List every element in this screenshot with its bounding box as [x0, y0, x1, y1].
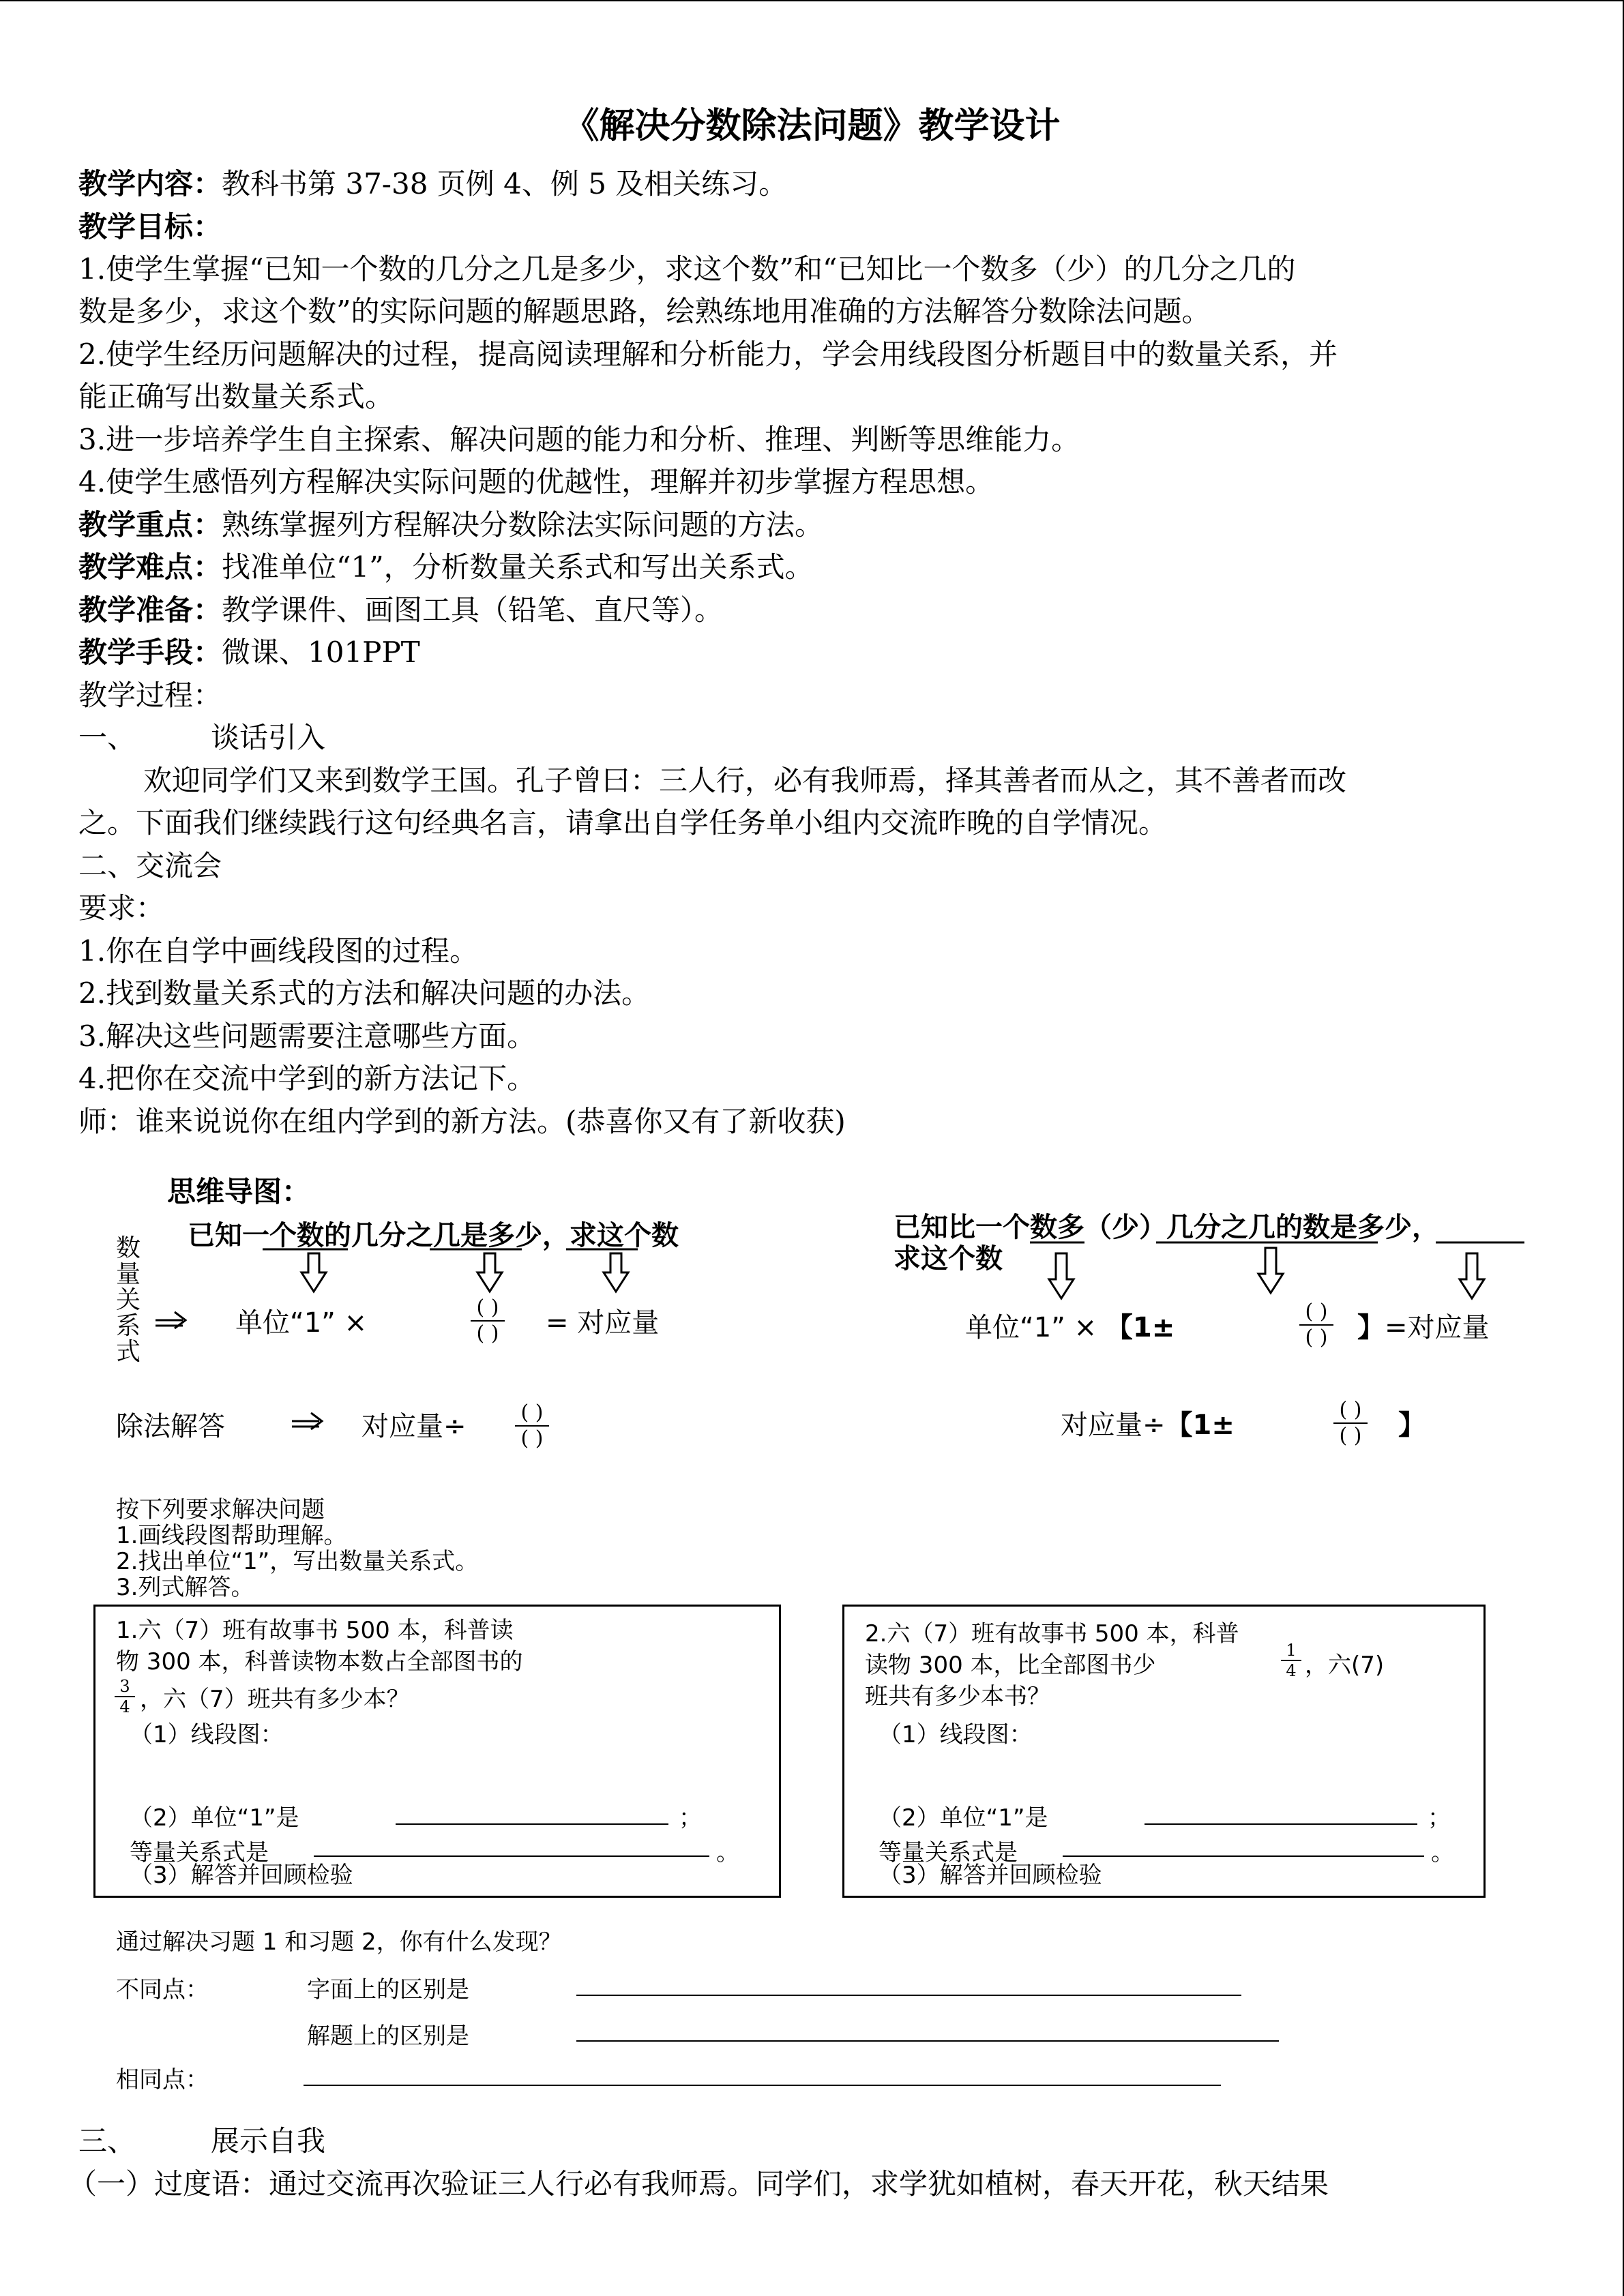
exercise-2-text-b: 读物 300 本，比全部图书少: [865, 1652, 1156, 1679]
right-arrow-2: [1258, 1248, 1283, 1293]
difference-solving: 解题上的区别是: [307, 2023, 469, 2050]
right-arrow-3: [1460, 1253, 1484, 1298]
section-2-heading: 二、交流会: [78, 849, 222, 882]
requirement-1: 1.你在自学中画线段图的过程。: [78, 934, 479, 968]
mindmap-heading: 思维导图：: [167, 1175, 311, 1208]
transition-text: （一）过度语：通过交流再次验证三人行必有我师焉。同学们，求学犹如植树，春天开花，秋天结果: [68, 2167, 1329, 2201]
left-arrow-1: [301, 1253, 326, 1292]
right-formula-result: 】=对应量: [1357, 1312, 1490, 1343]
exercise-1-semicolon: ；: [679, 1804, 702, 1832]
goal-2a: 2.使学生经历问题解决的过程，提高阅读理解和分析能力，学会用线段图分析题目中的数量关系，并: [78, 338, 1338, 371]
goal-1a: 1.使学生掌握“已知一个数的几分之几是多少，求这个数”和“已知比一个数多（少）的几分之几的: [78, 252, 1296, 286]
requirements-label: 要求：: [78, 891, 165, 925]
intro-paragraph-a: 欢迎同学们又来到数学王国。孔子曾曰：三人行，必有我师焉，择其善者而从之，其不善者而改: [143, 764, 1347, 797]
teaching-content: 教学内容：教科书第 37-38 页例 4、例 5 及相关练习。: [78, 167, 788, 200]
exercise-1-unit: （2）单位“1”是: [130, 1804, 299, 1832]
difference-literal-blank[interactable]: [576, 1995, 1241, 1996]
right-formula-fraction: ( ) ( ): [1299, 1301, 1333, 1349]
left-formula-fraction: ( ) ( ): [471, 1297, 505, 1345]
exercise-1-answer: （3）解答并回顾检验: [130, 1862, 353, 1889]
exercise-box-1: [93, 1605, 781, 1898]
exercise-1-question: ，六（7）班共有多少本？: [140, 1686, 410, 1713]
requirement-2: 2.找到数量关系式的方法和解决问题的办法。: [78, 976, 651, 1010]
goal-4: 4.使学生感悟列方程解决实际问题的优越性，理解并初步掌握方程思想。: [78, 465, 994, 498]
requirement-4: 4.把你在交流中学到的新方法记下。: [78, 1062, 536, 1095]
right-arrow-1: [1049, 1253, 1074, 1298]
figure-requirements: 按下列要求解决问题 1.画线段图帮助理解。 2.找出单位“1”，写出数量关系式。 3.列式解答。: [116, 1496, 479, 1601]
left-division-fraction: ( ) ( ): [515, 1402, 549, 1450]
goal-1b: 数是多少，求这个数”的实际问题的解题思路，绘熟练地用准确的方法解答分数除法问题。: [78, 295, 1211, 328]
intro-paragraph-b: 之。下面我们继续践行这句经典名言，请拿出自学任务单小组内交流昨晚的自学情况。: [78, 806, 1168, 839]
left-arrow-2: [477, 1253, 502, 1292]
exercise-2-question: 班共有多少本书？: [865, 1683, 1050, 1710]
difference-literal: 字面上的区别是: [307, 1976, 469, 2003]
left-arrow-3: [604, 1253, 628, 1292]
exercise-2-period: 。: [1431, 1839, 1454, 1866]
exercise-1-equation: 等量关系式是: [130, 1839, 269, 1866]
similarity-blank[interactable]: [304, 2085, 1221, 2086]
exercise-1-line-diagram: （1）线段图：: [130, 1721, 284, 1748]
difference-label: 不同点：: [116, 1976, 209, 2003]
exercise-1-unit-blank[interactable]: [396, 1823, 668, 1825]
right-division-expr: 对应量÷【1±: [1061, 1410, 1235, 1441]
exercise-2-unit-blank[interactable]: [1145, 1823, 1417, 1825]
right-division-fraction: ( ) ( ): [1333, 1399, 1368, 1447]
left-branch-title: 已知一个数的几分之几是多少，求这个数: [188, 1220, 679, 1251]
right-division-close: 】: [1398, 1410, 1426, 1441]
exercise-2-line-diagram: （1）线段图：: [879, 1721, 1033, 1748]
relation-vertical-label: 数 量 关 系 式: [116, 1234, 141, 1366]
goal-2b: 能正确写出数量关系式。: [78, 380, 394, 413]
exercise-2-answer: （3）解答并回顾检验: [879, 1862, 1102, 1889]
teaching-key: 教学重点：熟练掌握列方程解决分数除法实际问题的方法。: [78, 508, 824, 541]
difference-solving-blank[interactable]: [576, 2040, 1279, 2042]
discovery-question: 通过解决习题 1 和习题 2，你有什么发现？: [116, 1928, 562, 1956]
exercise-2-unit: （2）单位“1”是: [879, 1804, 1048, 1832]
page-title: 《解决分数除法问题》教学设计: [563, 105, 1061, 147]
exercise-1-text: 1.六（7）班有故事书 500 本，科普读 物 300 本，科普读物本数占全部图书的: [116, 1617, 523, 1675]
left-division-label: 除法解答: [116, 1411, 225, 1442]
exercise-2-text-c: ，六(7): [1305, 1652, 1385, 1679]
right-branch-title-b: 求这个数: [894, 1243, 1003, 1274]
section-3-heading: 三、 展示自我: [78, 2124, 326, 2158]
teaching-difficulty: 教学难点：找准单位“1”，分析数量关系式和写出关系式。: [78, 550, 814, 584]
exercise-2-text-a: 2.六（7）班有故事书 500 本，科普: [865, 1620, 1239, 1648]
teaching-means: 教学手段：微课、101PPT: [78, 636, 420, 669]
exercise-2-equation-blank[interactable]: [1063, 1855, 1424, 1857]
left-division-expr: 对应量÷: [361, 1411, 467, 1442]
teaching-goals-label: 教学目标：: [78, 210, 222, 243]
requirement-3: 3.解决这些问题需要注意哪些方面。: [78, 1019, 536, 1053]
section-1-heading: 一、 谈话引入: [78, 721, 326, 754]
left-formula: 单位“1” ×: [235, 1307, 368, 1339]
teaching-prep: 教学准备：教学课件、画图工具（铅笔、直尺等）。: [78, 593, 724, 627]
right-formula: 单位“1” × 【1±: [965, 1312, 1175, 1343]
exercise-2-equation: 等量关系式是: [879, 1839, 1018, 1866]
teacher-prompt: 师：谁来说说你在组内学到的新方法。(恭喜你又有了新收获): [78, 1105, 846, 1138]
exercise-1-period: 。: [716, 1839, 739, 1866]
goal-3: 3.进一步培养学生自主探索、解决问题的能力和分析、推理、判断等思维能力。: [78, 423, 1080, 456]
exercise-2-fraction: 1 4: [1281, 1642, 1301, 1679]
exercise-2-semicolon: ；: [1428, 1804, 1451, 1832]
left-formula-result: = 对应量: [546, 1307, 660, 1339]
exercise-1-equation-blank[interactable]: [314, 1855, 709, 1857]
teaching-process: 教学过程：: [78, 679, 222, 712]
right-branch-title-a: 已知比一个数多（少）几分之几的数是多少，: [894, 1212, 1439, 1243]
similarity-label: 相同点：: [116, 2066, 209, 2093]
exercise-box-2: [842, 1605, 1486, 1898]
exercise-1-fraction: 3 4: [115, 1678, 135, 1715]
